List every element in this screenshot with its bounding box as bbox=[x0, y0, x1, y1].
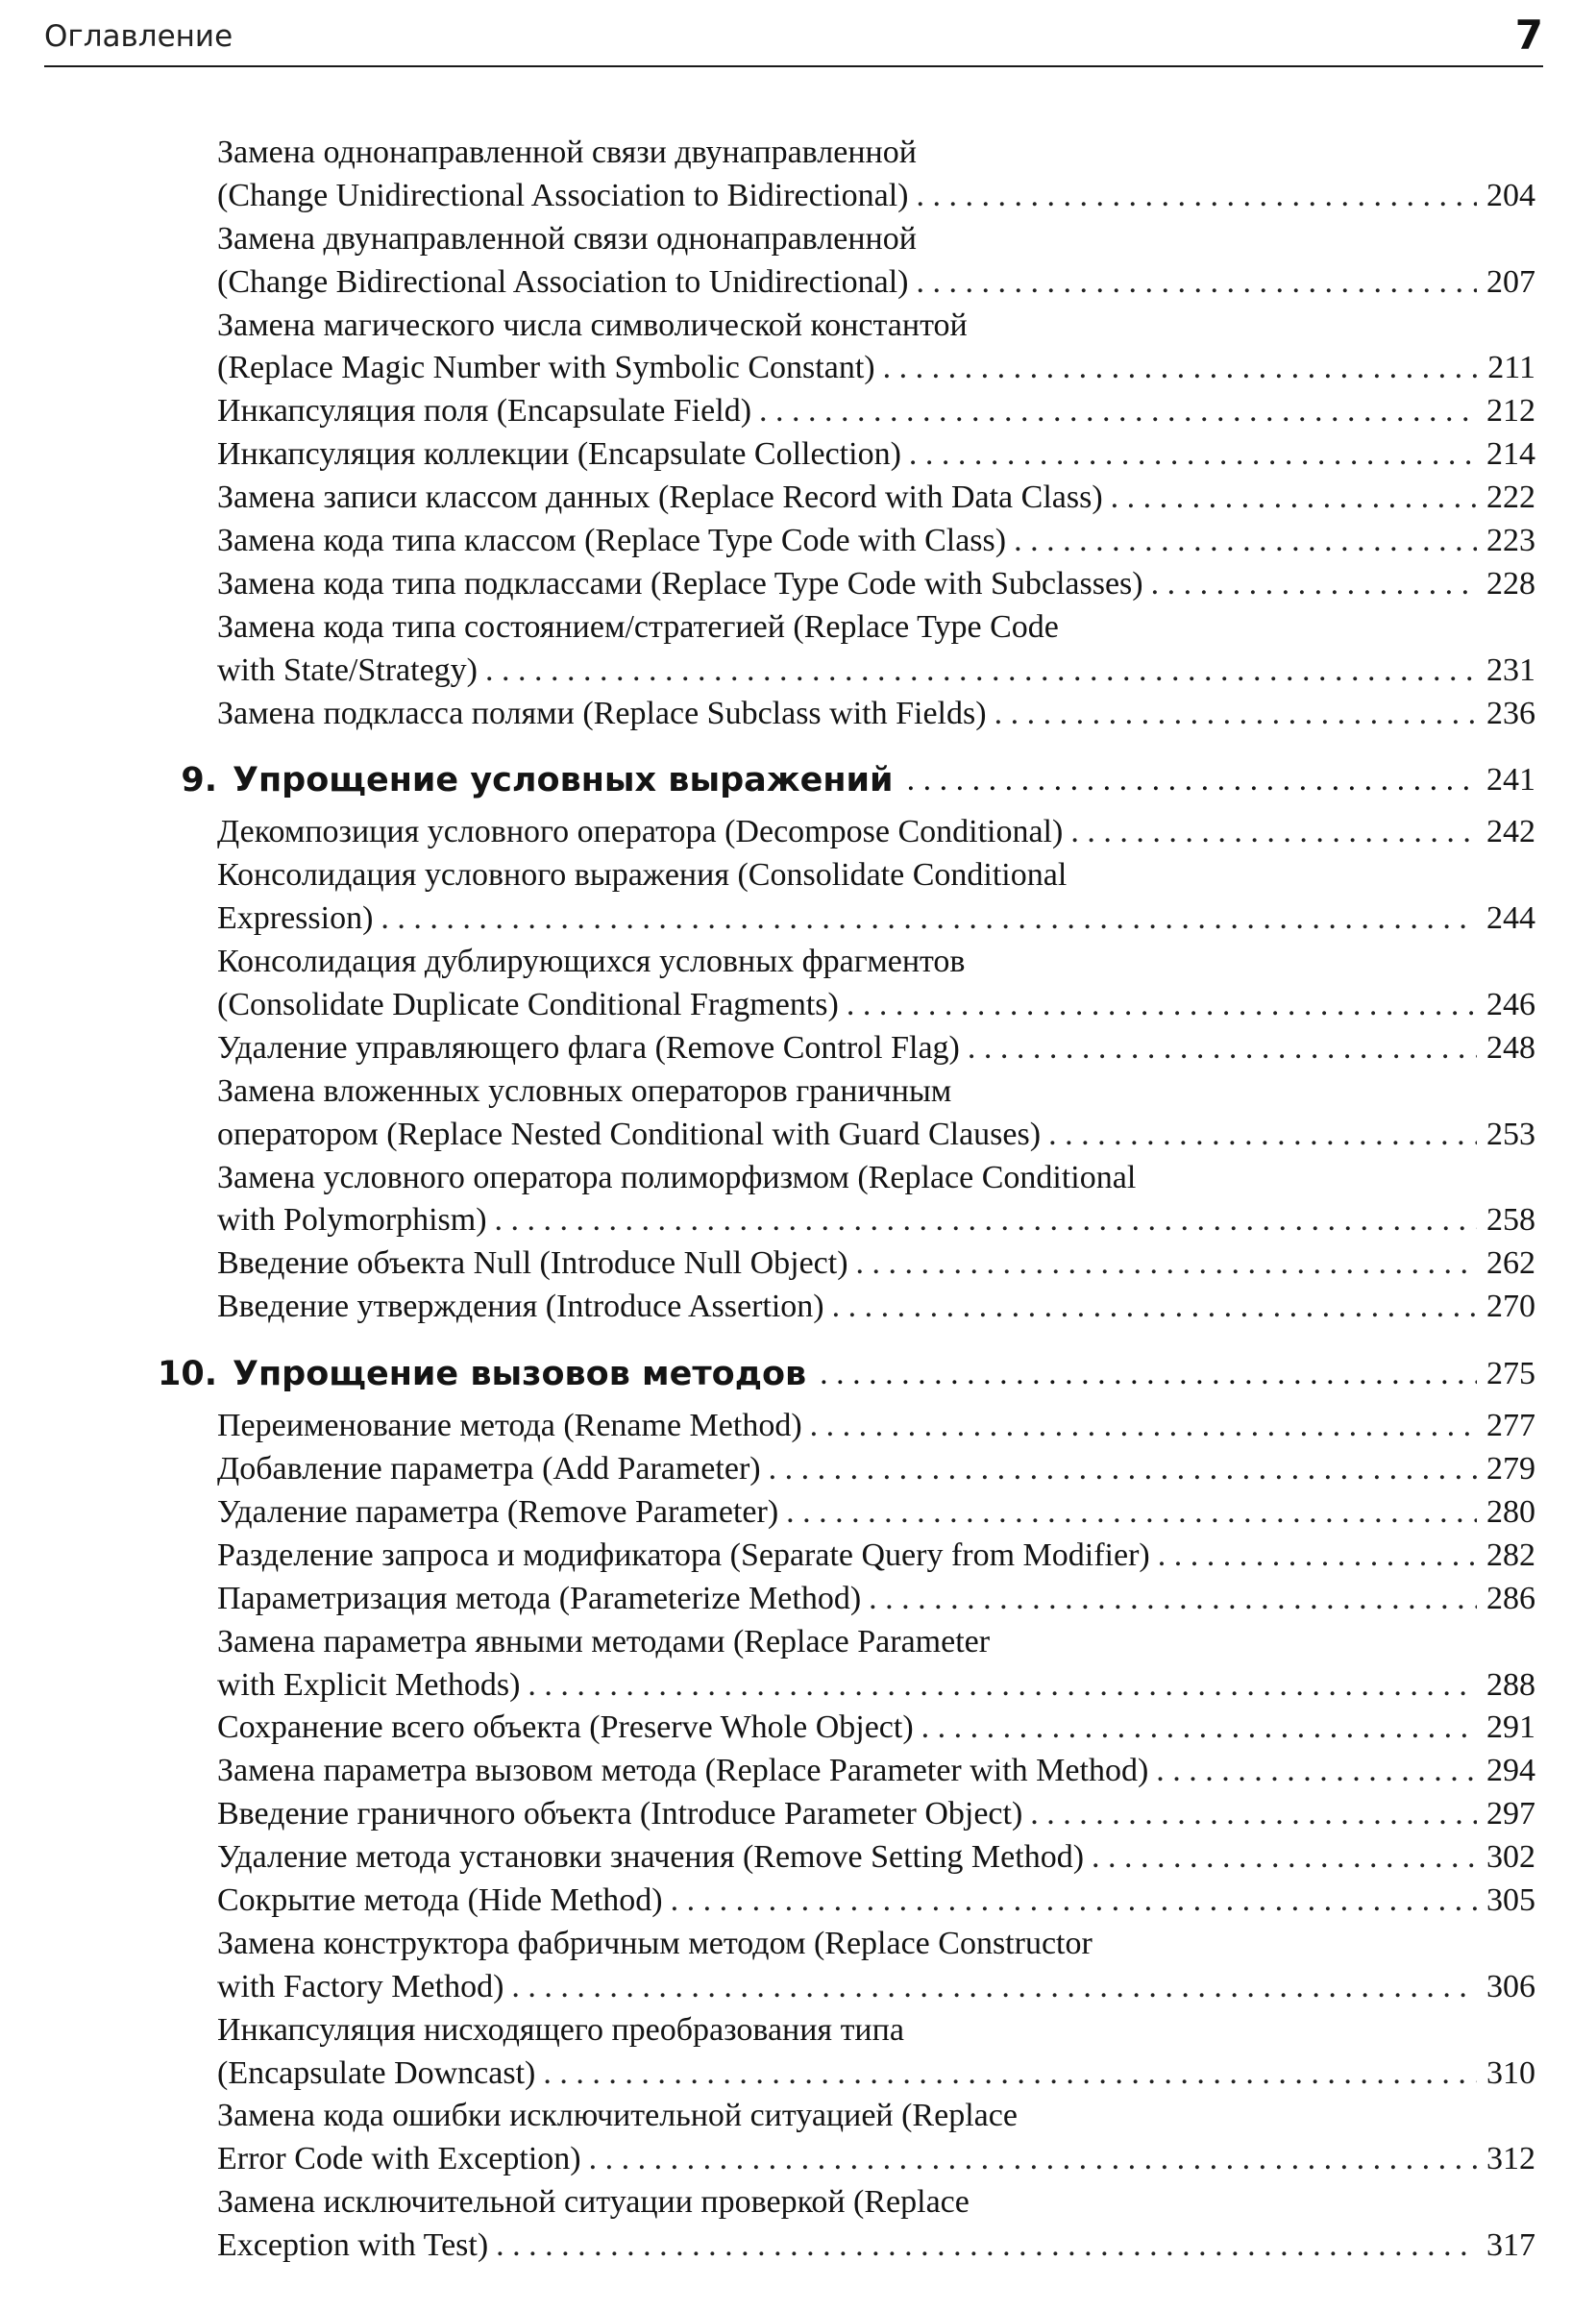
toc-page-number: 294 bbox=[1486, 1753, 1535, 1789]
dot-leader bbox=[832, 1286, 1477, 1329]
toc-page-number: 223 bbox=[1486, 523, 1535, 559]
dot-leader bbox=[917, 261, 1478, 305]
toc-entry-text: Exception with Test) bbox=[217, 2227, 489, 2264]
chapter-title-row bbox=[217, 1349, 1535, 1399]
toc-entry-text: Инкапсуляция коллекции (Encapsulate Collection) bbox=[217, 436, 901, 473]
dot-leader bbox=[543, 2053, 1477, 2096]
toc-entry-line[interactable] bbox=[217, 1157, 1535, 1200]
toc-entry-text: Инкапсуляция нисходящего преобразования типа bbox=[217, 2011, 904, 2048]
toc-page-number: 279 bbox=[1486, 1451, 1535, 1487]
toc-entry-text: (Replace Magic Number with Symbolic Constant) bbox=[217, 350, 875, 386]
chapter-number: 9. bbox=[181, 761, 217, 800]
toc-entry-text: Введение граничного объекта (Introduce Parameter Object) bbox=[217, 1796, 1023, 1832]
table-of-contents bbox=[0, 132, 1596, 2268]
toc-entry-text: Сохранение всего объекта (Preserve Whole Object) bbox=[217, 1709, 914, 1746]
toc-entry-line[interactable] bbox=[217, 347, 1535, 390]
toc-entry-line[interactable] bbox=[217, 1707, 1535, 1750]
toc-entry-text: Замена кода типа состоянием/стратегией (Replace Type Code bbox=[217, 608, 1059, 645]
toc-entry-line[interactable] bbox=[217, 1923, 1535, 1966]
toc-entry-text: (Change Unidirectional Association to Bidirectional) bbox=[217, 177, 909, 213]
toc-entry-line[interactable] bbox=[217, 1880, 1535, 1923]
toc-entry-text: with Factory Method) bbox=[217, 1968, 504, 2004]
dot-leader bbox=[883, 347, 1479, 390]
toc-entry-line[interactable] bbox=[217, 897, 1535, 941]
dot-leader bbox=[909, 433, 1477, 477]
toc-entry-line[interactable] bbox=[217, 1070, 1535, 1114]
toc-entry-text: Замена кода типа классом (Replace Type Code with Class) bbox=[217, 523, 1007, 559]
toc-entry-line[interactable] bbox=[217, 1535, 1535, 1578]
toc-page-number: 286 bbox=[1486, 1580, 1535, 1616]
toc-entry-text: with Explicit Methods) bbox=[217, 1666, 521, 1703]
toc-entry-line[interactable] bbox=[217, 1621, 1535, 1664]
toc-entry-line[interactable] bbox=[217, 1114, 1535, 1157]
toc-entry-line[interactable] bbox=[217, 433, 1535, 477]
toc-page-number: 258 bbox=[1486, 1202, 1535, 1239]
toc-entry-text: (Change Bidirectional Association to Unidirectional) bbox=[217, 263, 909, 300]
toc-entry-text: Expression) bbox=[217, 900, 374, 937]
chapter-heading-chapter10[interactable] bbox=[136, 1349, 1535, 1399]
toc-entry-text: Декомпозиция условного оператора (Decompose Conditional) bbox=[217, 814, 1064, 850]
dot-leader bbox=[511, 1966, 1477, 2009]
toc-page-number: 246 bbox=[1486, 987, 1535, 1023]
toc-entry-text: Консолидация дублирующихся условных фрагментов bbox=[217, 944, 966, 980]
toc-entry-line[interactable] bbox=[217, 1242, 1535, 1286]
dot-leader bbox=[786, 1491, 1477, 1535]
toc-entry-text: Замена параметра явными методами (Replace Parameter bbox=[217, 1623, 991, 1659]
toc-entry-text: Введение объекта Null (Introduce Null Object) bbox=[217, 1245, 848, 1282]
toc-entry-line[interactable] bbox=[217, 650, 1535, 693]
dot-leader bbox=[820, 1349, 1477, 1399]
dot-leader bbox=[1092, 1836, 1477, 1880]
toc-entry-text: Замена вложенных условных операторов граничным bbox=[217, 1072, 952, 1109]
toc-entry-text: Переименование метода (Rename Method) bbox=[217, 1408, 802, 1444]
toc-page-number: 312 bbox=[1486, 2141, 1535, 2177]
toc-entry-text: Инкапсуляция поля (Encapsulate Field) bbox=[217, 393, 752, 430]
toc-entry-line[interactable] bbox=[217, 1027, 1535, 1070]
dot-leader bbox=[1070, 811, 1477, 854]
toc-entry-text: Замена параметра вызовом метода (Replace Parameter with Method) bbox=[217, 1753, 1149, 1789]
toc-page-number: 306 bbox=[1486, 1968, 1535, 2004]
dot-leader bbox=[1111, 477, 1477, 520]
toc-entry-line[interactable] bbox=[217, 175, 1535, 218]
toc-entry-text: Замена конструктора фабричным методом (Replace Constructor bbox=[217, 1925, 1093, 1961]
toc-page-number: 211 bbox=[1487, 350, 1535, 386]
toc-entry-text: Замена двунаправленной связи однонаправленной bbox=[217, 220, 917, 257]
toc-page-number: 297 bbox=[1486, 1796, 1535, 1832]
toc-page-number: 212 bbox=[1486, 393, 1535, 430]
toc-entry-text: Замена однонаправленной связи двунаправленной bbox=[217, 135, 917, 170]
toc-page-number: 253 bbox=[1486, 1116, 1535, 1152]
toc-page-number: 242 bbox=[1486, 814, 1535, 850]
toc-entry-text: Замена исключительной ситуации проверкой (Replace bbox=[217, 2184, 970, 2221]
toc-entry-text: (Encapsulate Downcast) bbox=[217, 2054, 536, 2091]
chapter-page-number: 241 bbox=[1486, 762, 1535, 799]
toc-entry-line[interactable] bbox=[217, 132, 1535, 175]
dot-leader bbox=[759, 390, 1477, 433]
dot-leader bbox=[381, 897, 1477, 941]
toc-entry-text: Замена кода типа подклассами (Replace Type Code with Subclasses) bbox=[217, 565, 1143, 602]
toc-entry-line[interactable] bbox=[217, 1448, 1535, 1491]
toc-entry-line[interactable] bbox=[217, 1836, 1535, 1880]
toc-entry-text: Замена подкласса полями (Replace Subclass with Fields) bbox=[217, 695, 987, 731]
dot-leader bbox=[1151, 563, 1477, 606]
toc-entry-line[interactable] bbox=[217, 1793, 1535, 1836]
toc-entry-text: Замена условного оператора полиморфизмом (Replace Conditional bbox=[217, 1159, 1137, 1195]
toc-page-number: 214 bbox=[1486, 436, 1535, 473]
toc-entry-text: Замена кода ошибки исключительной ситуацией (Replace bbox=[217, 2098, 1018, 2134]
toc-page-number: 291 bbox=[1486, 1709, 1535, 1746]
chapter-title: Упрощение вызовов методов bbox=[233, 1355, 807, 1394]
dot-leader bbox=[1048, 1114, 1477, 1157]
dot-leader bbox=[994, 693, 1477, 736]
dot-leader bbox=[1158, 1535, 1477, 1578]
toc-entry-line[interactable] bbox=[217, 606, 1535, 650]
toc-entry-line[interactable] bbox=[217, 1966, 1535, 2009]
toc-entry-line[interactable] bbox=[217, 1664, 1535, 1708]
toc-entry-text: with Polymorphism) bbox=[217, 1202, 487, 1239]
toc-page-number: 310 bbox=[1486, 2054, 1535, 2091]
toc-entry-line[interactable] bbox=[217, 854, 1535, 897]
toc-page-number: 248 bbox=[1486, 1029, 1535, 1066]
toc-page-number: 207 bbox=[1486, 263, 1535, 300]
toc-page-number: 204 bbox=[1486, 177, 1535, 213]
dot-leader bbox=[671, 1880, 1477, 1923]
running-head-title: Оглавление bbox=[44, 19, 233, 54]
toc-page-number: 270 bbox=[1486, 1289, 1535, 1325]
dot-leader bbox=[1156, 1750, 1477, 1793]
toc-entry-text: Замена записи классом данных (Replace Record with Data Class) bbox=[217, 479, 1103, 516]
dot-leader bbox=[921, 1707, 1477, 1750]
toc-page-number: 280 bbox=[1486, 1493, 1535, 1530]
toc-page-number: 302 bbox=[1486, 1839, 1535, 1876]
dot-leader bbox=[856, 1242, 1477, 1286]
toc-page-number: 282 bbox=[1486, 1537, 1535, 1573]
toc-entry-line[interactable] bbox=[217, 563, 1535, 606]
toc-entry-line[interactable] bbox=[217, 1286, 1535, 1329]
toc-entry-line[interactable] bbox=[217, 2181, 1535, 2225]
chapter-page-number: 275 bbox=[1486, 1356, 1535, 1392]
dot-leader bbox=[589, 2138, 1477, 2181]
toc-page-number: 222 bbox=[1486, 479, 1535, 516]
toc-entry-line[interactable] bbox=[217, 693, 1535, 736]
toc-entry-line[interactable] bbox=[217, 261, 1535, 305]
toc-entry-text: Удаление параметра (Remove Parameter) bbox=[217, 1493, 779, 1530]
dot-leader bbox=[869, 1578, 1477, 1621]
page-header bbox=[44, 12, 1543, 67]
toc-entry-line[interactable] bbox=[217, 218, 1535, 261]
toc-entry-text: with State/Strategy) bbox=[217, 652, 479, 688]
dot-leader bbox=[495, 1199, 1477, 1242]
dot-leader bbox=[1014, 520, 1477, 563]
chapter-heading-chapter9[interactable] bbox=[136, 755, 1535, 805]
dot-leader bbox=[847, 984, 1477, 1027]
toc-entry-text: Введение утверждения (Introduce Assertion) bbox=[217, 1289, 824, 1325]
dot-leader bbox=[968, 1027, 1477, 1070]
chapter-title: Упрощение условных выражений bbox=[233, 761, 894, 800]
toc-page-number: 277 bbox=[1486, 1408, 1535, 1444]
toc-page-number: 228 bbox=[1486, 565, 1535, 602]
toc-entry-line[interactable] bbox=[217, 1405, 1535, 1448]
toc-entry-text: Разделение запроса и модификатора (Separate Query from Modifier) bbox=[217, 1537, 1150, 1573]
toc-entry-text: Консолидация условного выражения (Consolidate Conditional bbox=[217, 857, 1068, 894]
toc-entry-line[interactable] bbox=[217, 941, 1535, 984]
toc-entry-line[interactable] bbox=[217, 2095, 1535, 2138]
toc-entry-line[interactable] bbox=[217, 2225, 1535, 2268]
dot-leader bbox=[528, 1664, 1477, 1708]
toc-entry-line[interactable] bbox=[217, 1750, 1535, 1793]
toc-entry-line[interactable] bbox=[217, 2053, 1535, 2096]
toc-entry-line[interactable] bbox=[217, 1199, 1535, 1242]
dot-leader bbox=[769, 1448, 1477, 1491]
toc-entry-text: (Consolidate Duplicate Conditional Fragments) bbox=[217, 987, 839, 1023]
dot-leader bbox=[907, 755, 1477, 805]
toc-entry-text: Сокрытие метода (Hide Method) bbox=[217, 1881, 663, 1918]
toc-page-number: 244 bbox=[1486, 900, 1535, 937]
toc-page-number: 262 bbox=[1486, 1245, 1535, 1282]
toc-page-number: 305 bbox=[1486, 1881, 1535, 1918]
toc-entry-line[interactable] bbox=[217, 811, 1535, 854]
toc-page-number: 236 bbox=[1486, 695, 1535, 731]
toc-entry-line[interactable] bbox=[217, 2009, 1535, 2053]
dot-leader bbox=[496, 2225, 1477, 2268]
toc-entry-line[interactable] bbox=[217, 305, 1535, 348]
toc-entry-line[interactable] bbox=[217, 477, 1535, 520]
toc-entry-line[interactable] bbox=[217, 1491, 1535, 1535]
toc-entry-text: Удаление управляющего флага (Remove Control Flag) bbox=[217, 1029, 960, 1066]
toc-entry-text: Error Code with Exception) bbox=[217, 2141, 581, 2177]
toc-entry-line[interactable] bbox=[217, 1578, 1535, 1621]
toc-entry-text: Добавление параметра (Add Parameter) bbox=[217, 1451, 761, 1487]
toc-entry-text: Параметризация метода (Parameterize Method) bbox=[217, 1580, 862, 1616]
toc-entry-line[interactable] bbox=[217, 390, 1535, 433]
toc-entry-text: Удаление метода установки значения (Remove Setting Method) bbox=[217, 1839, 1085, 1876]
dot-leader bbox=[1030, 1793, 1477, 1836]
toc-page-number: 231 bbox=[1486, 652, 1535, 688]
toc-page-number: 317 bbox=[1486, 2227, 1535, 2264]
toc-page-number: 288 bbox=[1486, 1666, 1535, 1703]
page-number: 7 bbox=[1514, 12, 1543, 59]
dot-leader bbox=[810, 1405, 1477, 1448]
toc-entry-text: Замена магического числа символической константой bbox=[217, 307, 968, 343]
dot-leader bbox=[917, 175, 1478, 218]
toc-entry-line[interactable] bbox=[217, 984, 1535, 1027]
toc-entry-line[interactable] bbox=[217, 520, 1535, 563]
toc-entry-line[interactable] bbox=[217, 2138, 1535, 2181]
chapter-title-row bbox=[217, 755, 1535, 805]
chapter-number: 10. bbox=[157, 1355, 217, 1394]
dot-leader bbox=[485, 650, 1477, 693]
toc-entry-text: оператором (Replace Nested Conditional with Guard Clauses) bbox=[217, 1116, 1042, 1152]
